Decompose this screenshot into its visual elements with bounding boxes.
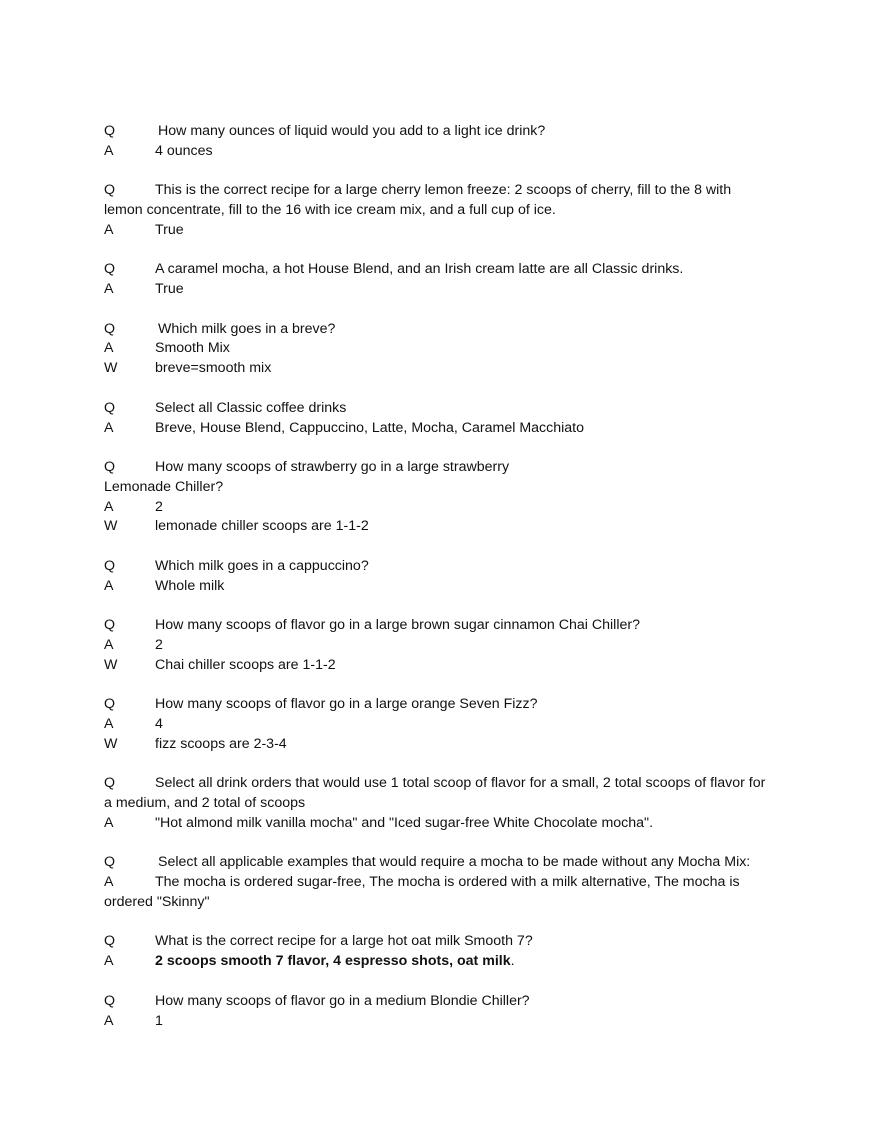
question-text: How many scoops of flavor go in a large orange Seven Fizz? [155,696,538,713]
answer-text: True [155,221,184,238]
question-line [104,695,768,715]
a-label: A [104,221,114,238]
qa-item [104,695,768,754]
a-label: A [104,498,114,515]
question-line [104,932,768,952]
answer-text: 2 [155,498,163,515]
qa-item [104,320,768,379]
a-label: A [104,814,114,831]
answer-text: "Hot almond milk vanilla mocha" and "Iced sugar-free White Chocolate mocha". [155,814,654,831]
a-label: A [104,281,114,298]
a-label: A [104,577,114,594]
q-label: Q [104,933,116,950]
answer-line [104,339,768,359]
question-text: Which milk goes in a cappuccino? [155,557,369,574]
a-label: A [104,142,114,159]
q-label: Q [104,123,116,139]
question-line [104,557,768,577]
wrong-note-line [104,656,768,676]
answer-line [104,952,768,972]
question-continuation: Lemonade Chiller? [104,478,224,495]
answer-line [104,419,768,439]
q-label: Q [104,617,116,634]
answer-line [104,142,768,162]
answer-text: 1 [155,1012,163,1029]
question-line [104,616,768,636]
qa-item [104,260,768,300]
answer-text: True [155,281,184,298]
question-line [104,320,768,340]
a-label: A [104,340,114,357]
q-label: Q [104,261,116,278]
question-text: Select all Classic coffee drinks [155,399,347,416]
w-label: W [104,360,118,377]
q-label: Q [104,992,116,1009]
qa-item [104,774,768,833]
answer-line [104,715,768,735]
answer-text: Breve, House Blend, Cappuccino, Latte, Mocha, Caramel Macchiato [155,419,584,436]
question-text: A caramel mocha, a hot House Blend, and an Irish cream latte are all Classic drinks. [155,261,684,278]
answer-text-tail: . [510,953,515,970]
wrong-note-text: Chai chiller scoops are 1-1-2 [155,656,336,673]
w-label: W [104,656,118,673]
wrong-note-line [104,517,768,537]
wrong-note-text: fizz scoops are 2-3-4 [155,735,287,752]
w-label: W [104,735,118,752]
question-text: This is the correct recipe for a large cherry lemon freeze: 2 scoops of cherry, fill to the 8 with lemon concentrate, fill to the 16 with ice cream mix, and a full cup of ice. [104,182,732,219]
question-text: How many scoops of strawberry go in a large strawberry [155,459,510,475]
answer-line [104,498,768,518]
qa-item [104,616,768,675]
answer-text: 4 [155,716,163,733]
w-label: W [104,518,118,535]
a-label: A [104,953,114,970]
question-line [104,181,768,221]
answer-line [104,873,768,913]
wrong-note-text: breve=smooth mix [155,360,272,377]
question-text: How many ounces of liquid would you add to a light ice drink? [158,123,546,139]
question-line [104,122,768,142]
qa-item [104,181,768,240]
answer-text: 4 ounces [155,142,213,159]
question-line [104,458,768,478]
qa-item [104,557,768,597]
a-label: A [104,716,114,733]
a-label: A [104,419,114,436]
q-label: Q [104,182,116,199]
answer-line [104,1012,768,1032]
question-line [104,853,768,873]
wrong-note-line [104,359,768,379]
qa-item [104,399,768,439]
q-label: Q [104,399,116,416]
answer-text: The mocha is ordered sugar-free, The mocha is ordered with a milk alternative, The mocha is ordered "Skinny" [104,874,740,910]
a-label: A [104,636,114,653]
qa-item [104,853,768,912]
wrong-note-line [104,735,768,755]
qa-item [104,992,768,1032]
answer-text-bold: 2 scoops smooth 7 flavor, 4 espresso shots, oat milk [155,953,511,970]
q-label: Q [104,775,116,792]
qa-item [104,932,768,972]
answer-text: 2 [155,636,163,653]
q-label: Q [104,854,116,871]
question-text: Select all drink orders that would use 1 total scoop of flavor for a small, 2 total scoops of flavor for a medium, and 2 total of scoops [104,775,766,812]
q-label: Q [104,320,116,337]
answer-text: Smooth Mix [155,340,230,357]
answer-line [104,280,768,300]
q-label: Q [104,696,116,713]
answer-line [104,577,768,597]
answer-line [104,636,768,656]
a-label: A [104,874,114,891]
answer-line [104,221,768,241]
a-label: A [104,1012,114,1029]
qa-item [104,122,768,162]
question-line [104,260,768,280]
question-text: How many scoops of flavor go in a large brown sugar cinnamon Chai Chiller? [155,617,640,634]
answer-text: Whole milk [155,577,225,594]
question-text: What is the correct recipe for a large hot oat milk Smooth 7? [155,933,533,950]
wrong-note-text: lemonade chiller scoops are 1-1-2 [155,518,369,535]
document-body [104,122,768,1051]
q-label: Q [104,557,116,574]
q-label: Q [104,459,116,475]
question-text: Select all applicable examples that would require a mocha to be made without any Mocha Mix: [158,854,751,871]
question-line [104,774,768,814]
qa-item [104,458,768,537]
question-line [104,399,768,419]
question-text: Which milk goes in a breve? [158,320,336,337]
question-line [104,992,768,1012]
question-text: How many scoops of flavor go in a medium Blondie Chiller? [155,992,530,1009]
answer-line [104,814,768,834]
